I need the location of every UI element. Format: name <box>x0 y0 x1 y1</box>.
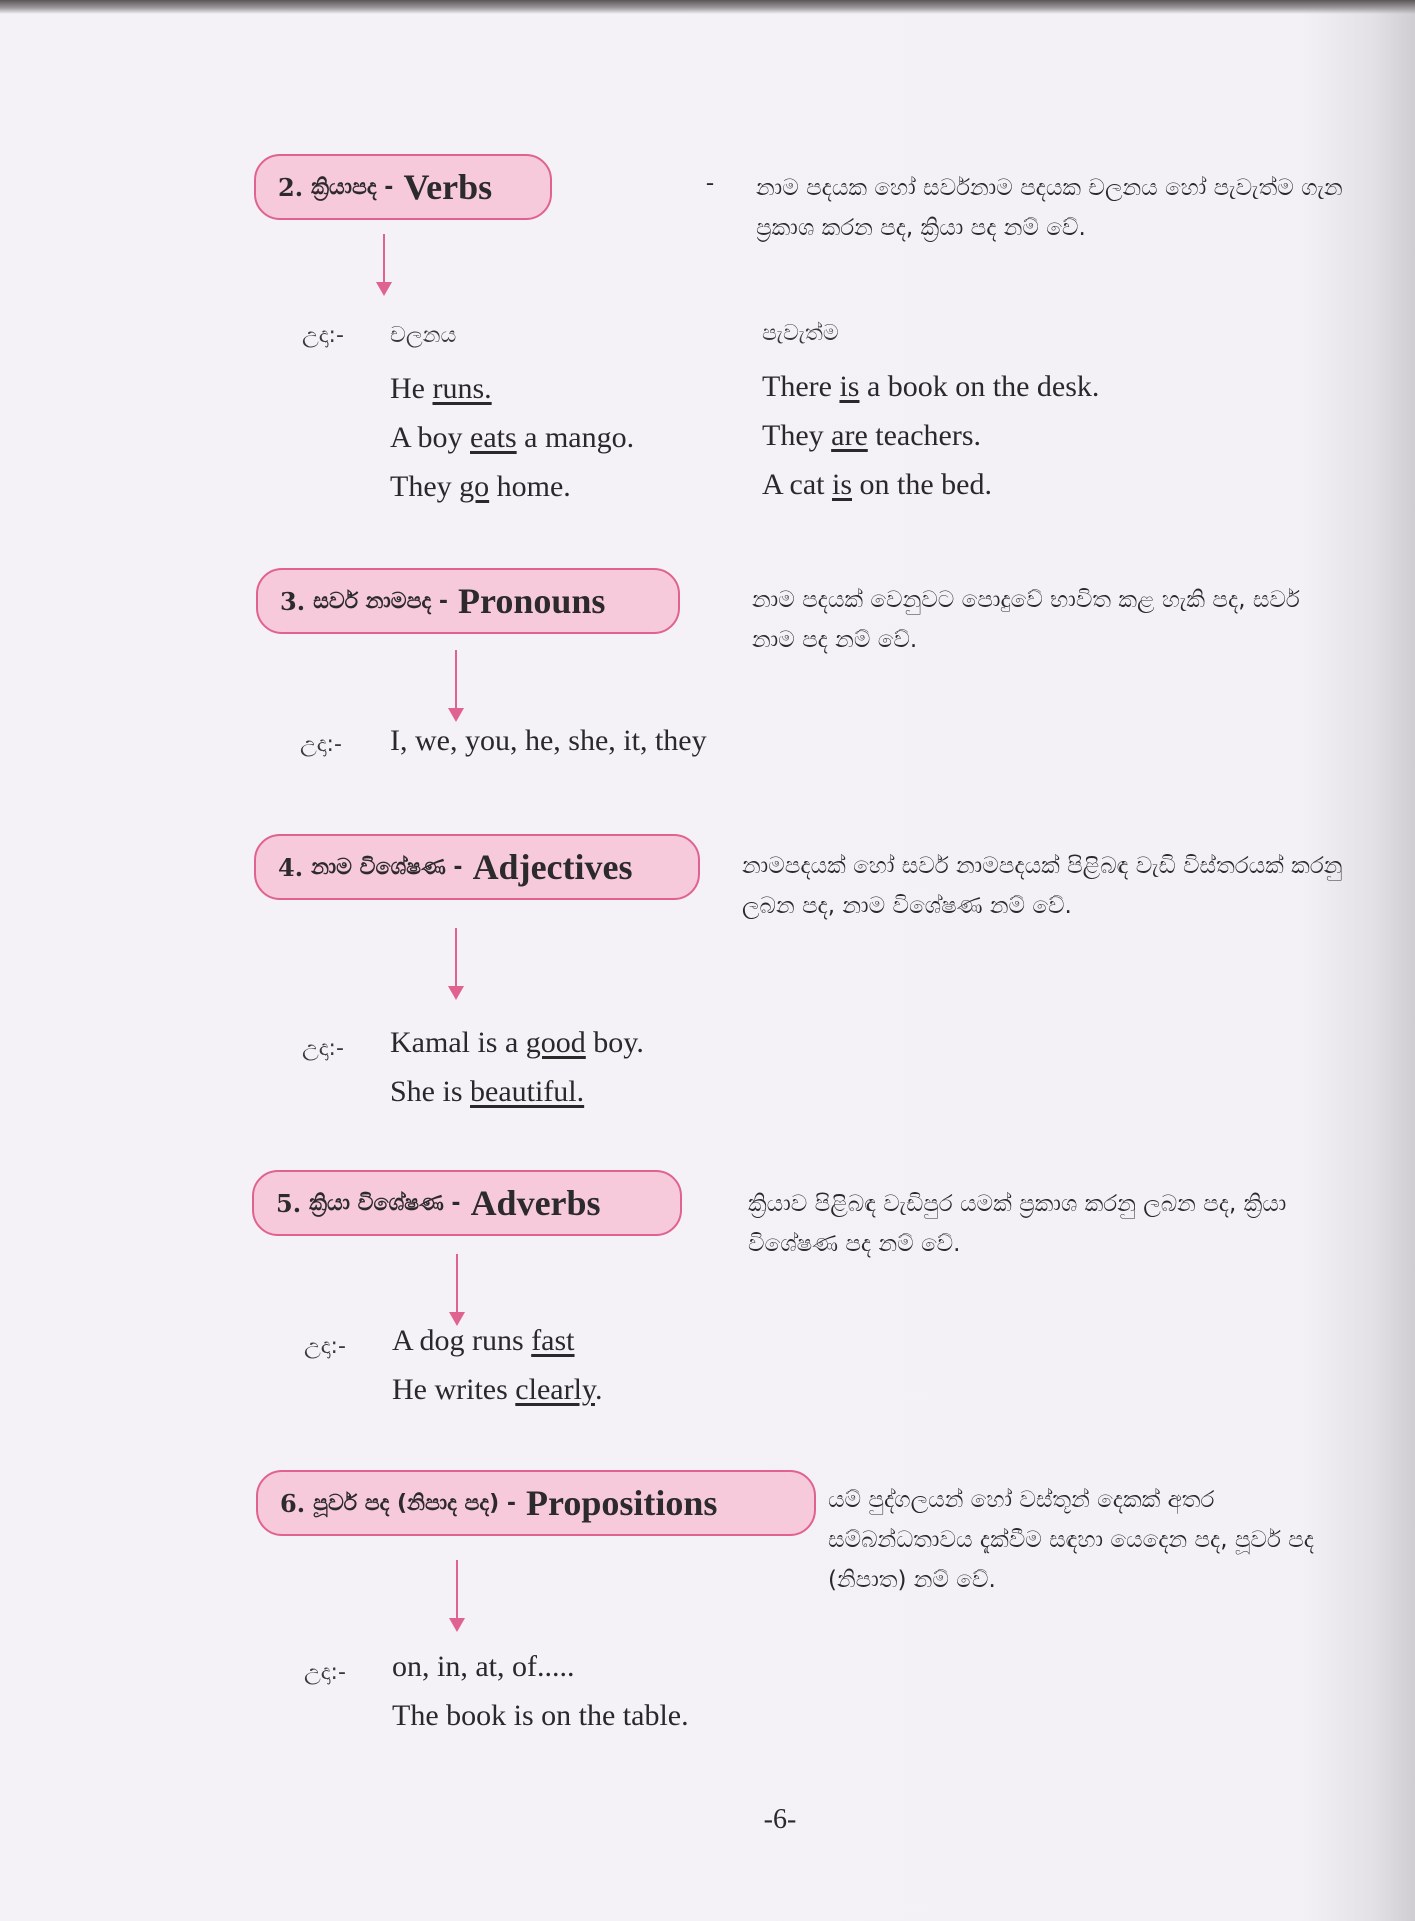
adverbs-arrow-icon <box>456 1254 458 1322</box>
propositions-definition: යම් පුද්ගලයන් හෝ වස්තූන් දෙකක් අතර සම්බන්ධතාවය දැක්වීම සඳහා යෙදෙන පද, පූර්ව පද (නිපාත) නම් වේ. <box>828 1487 1314 1593</box>
verbs-motion-label: චලනය <box>390 323 457 348</box>
pronouns-number: 3. <box>280 586 306 616</box>
verbs-example-line: He runs. <box>390 372 492 405</box>
adjectives-example-line: She is beautiful. <box>390 1075 585 1108</box>
pronouns-arrow-icon <box>455 650 457 718</box>
verbs-example-line: They are teachers. <box>762 419 982 452</box>
adjectives-english-title: Adjectives <box>472 847 633 887</box>
verbs-english-title: Verbs <box>403 167 493 207</box>
propositions-heading <box>256 1470 816 1536</box>
adverbs-number: 5. <box>276 1188 302 1218</box>
propositions-english-title: Propositions <box>526 1483 718 1523</box>
verbs-definition: නාම පදයක හෝ සර්වනාම පදයක චලනය හෝ පැවැත්ම ගැන ප්‍රකාශ කරන පද, ක්‍රියා පද නම් වේ. <box>756 175 1343 241</box>
adjectives-sinhala-title: නාම විශේෂණ - <box>311 854 463 880</box>
propositions-example-label: උදා:- <box>304 1660 346 1685</box>
adjectives-example-label: උදා:- <box>302 1036 344 1061</box>
adjectives-heading <box>254 834 700 900</box>
propositions-arrow-icon <box>456 1560 458 1628</box>
propositions-sinhala-title: පූර්ව පද (නිපාද පද) - <box>313 1490 517 1516</box>
verbs-example-label: උදා:- <box>302 323 344 348</box>
page-number: -6- <box>763 1804 797 1835</box>
adjectives-example-line: Kamal is a good boy. <box>390 1026 644 1059</box>
pronouns-heading <box>256 568 680 634</box>
pronouns-example-label: උදා:- <box>300 732 342 757</box>
adverbs-example-line: He writes clearly. <box>392 1373 603 1406</box>
propositions-number: 6. <box>280 1488 306 1518</box>
verbs-number: 2. <box>278 172 304 202</box>
verbs-sinhala-title: ක්‍රියාපද - <box>311 174 394 200</box>
pronouns-definition: නාම පදයක් වෙනුවට පොදුවේ භාවිත කළ හැකි පද, සර්ව නාම පද නම් වේ. <box>752 587 1300 653</box>
verbs-heading <box>254 154 552 220</box>
verbs-arrow-icon <box>383 234 385 292</box>
adjectives-number: 4. <box>278 852 304 882</box>
verbs-dash: - <box>706 170 714 196</box>
verbs-example-line: They go home. <box>390 470 571 503</box>
pronouns-example-line: I, we, you, he, she, it, they <box>390 724 707 757</box>
adverbs-sinhala-title: ක්‍රියා විශේෂණ - <box>309 1190 461 1216</box>
adverbs-definition: ක්‍රියාව පිළිබඳ වැඩිපුර යමක් ප්‍රකාශ කරනු ලබන පද, ක්‍රියා විශේෂණ පද නම් වේ. <box>748 1191 1287 1257</box>
verbs-existence-label: පැවැත්ම <box>762 321 839 346</box>
pronouns-sinhala-title: සර්ව නාමපද - <box>313 588 449 614</box>
adverbs-english-title: Adverbs <box>470 1183 601 1223</box>
verbs-example-line: There is a book on the desk. <box>762 370 1100 403</box>
propositions-example-line: on, in, at, of..... <box>392 1650 575 1683</box>
propositions-example-line: The book is on the table. <box>392 1699 689 1732</box>
verbs-example-line: A cat is on the bed. <box>762 468 992 501</box>
adjectives-definition: නාමපදයක් හෝ සර්ව නාමපදයක් පිළිබඳ වැඩි විස්තරයක් කරනු ලබන පද, නාම විශේෂණ නම් වේ. <box>742 853 1343 919</box>
pronouns-english-title: Pronouns <box>458 581 606 621</box>
adverbs-example-label: උදා:- <box>304 1334 346 1359</box>
verbs-example-line: A boy eats a mango. <box>390 421 635 454</box>
adverbs-heading <box>252 1170 682 1236</box>
adverbs-example-line: A dog runs fast <box>392 1324 575 1357</box>
adjectives-arrow-icon <box>455 928 457 996</box>
top-edge-shadow <box>0 0 1415 14</box>
